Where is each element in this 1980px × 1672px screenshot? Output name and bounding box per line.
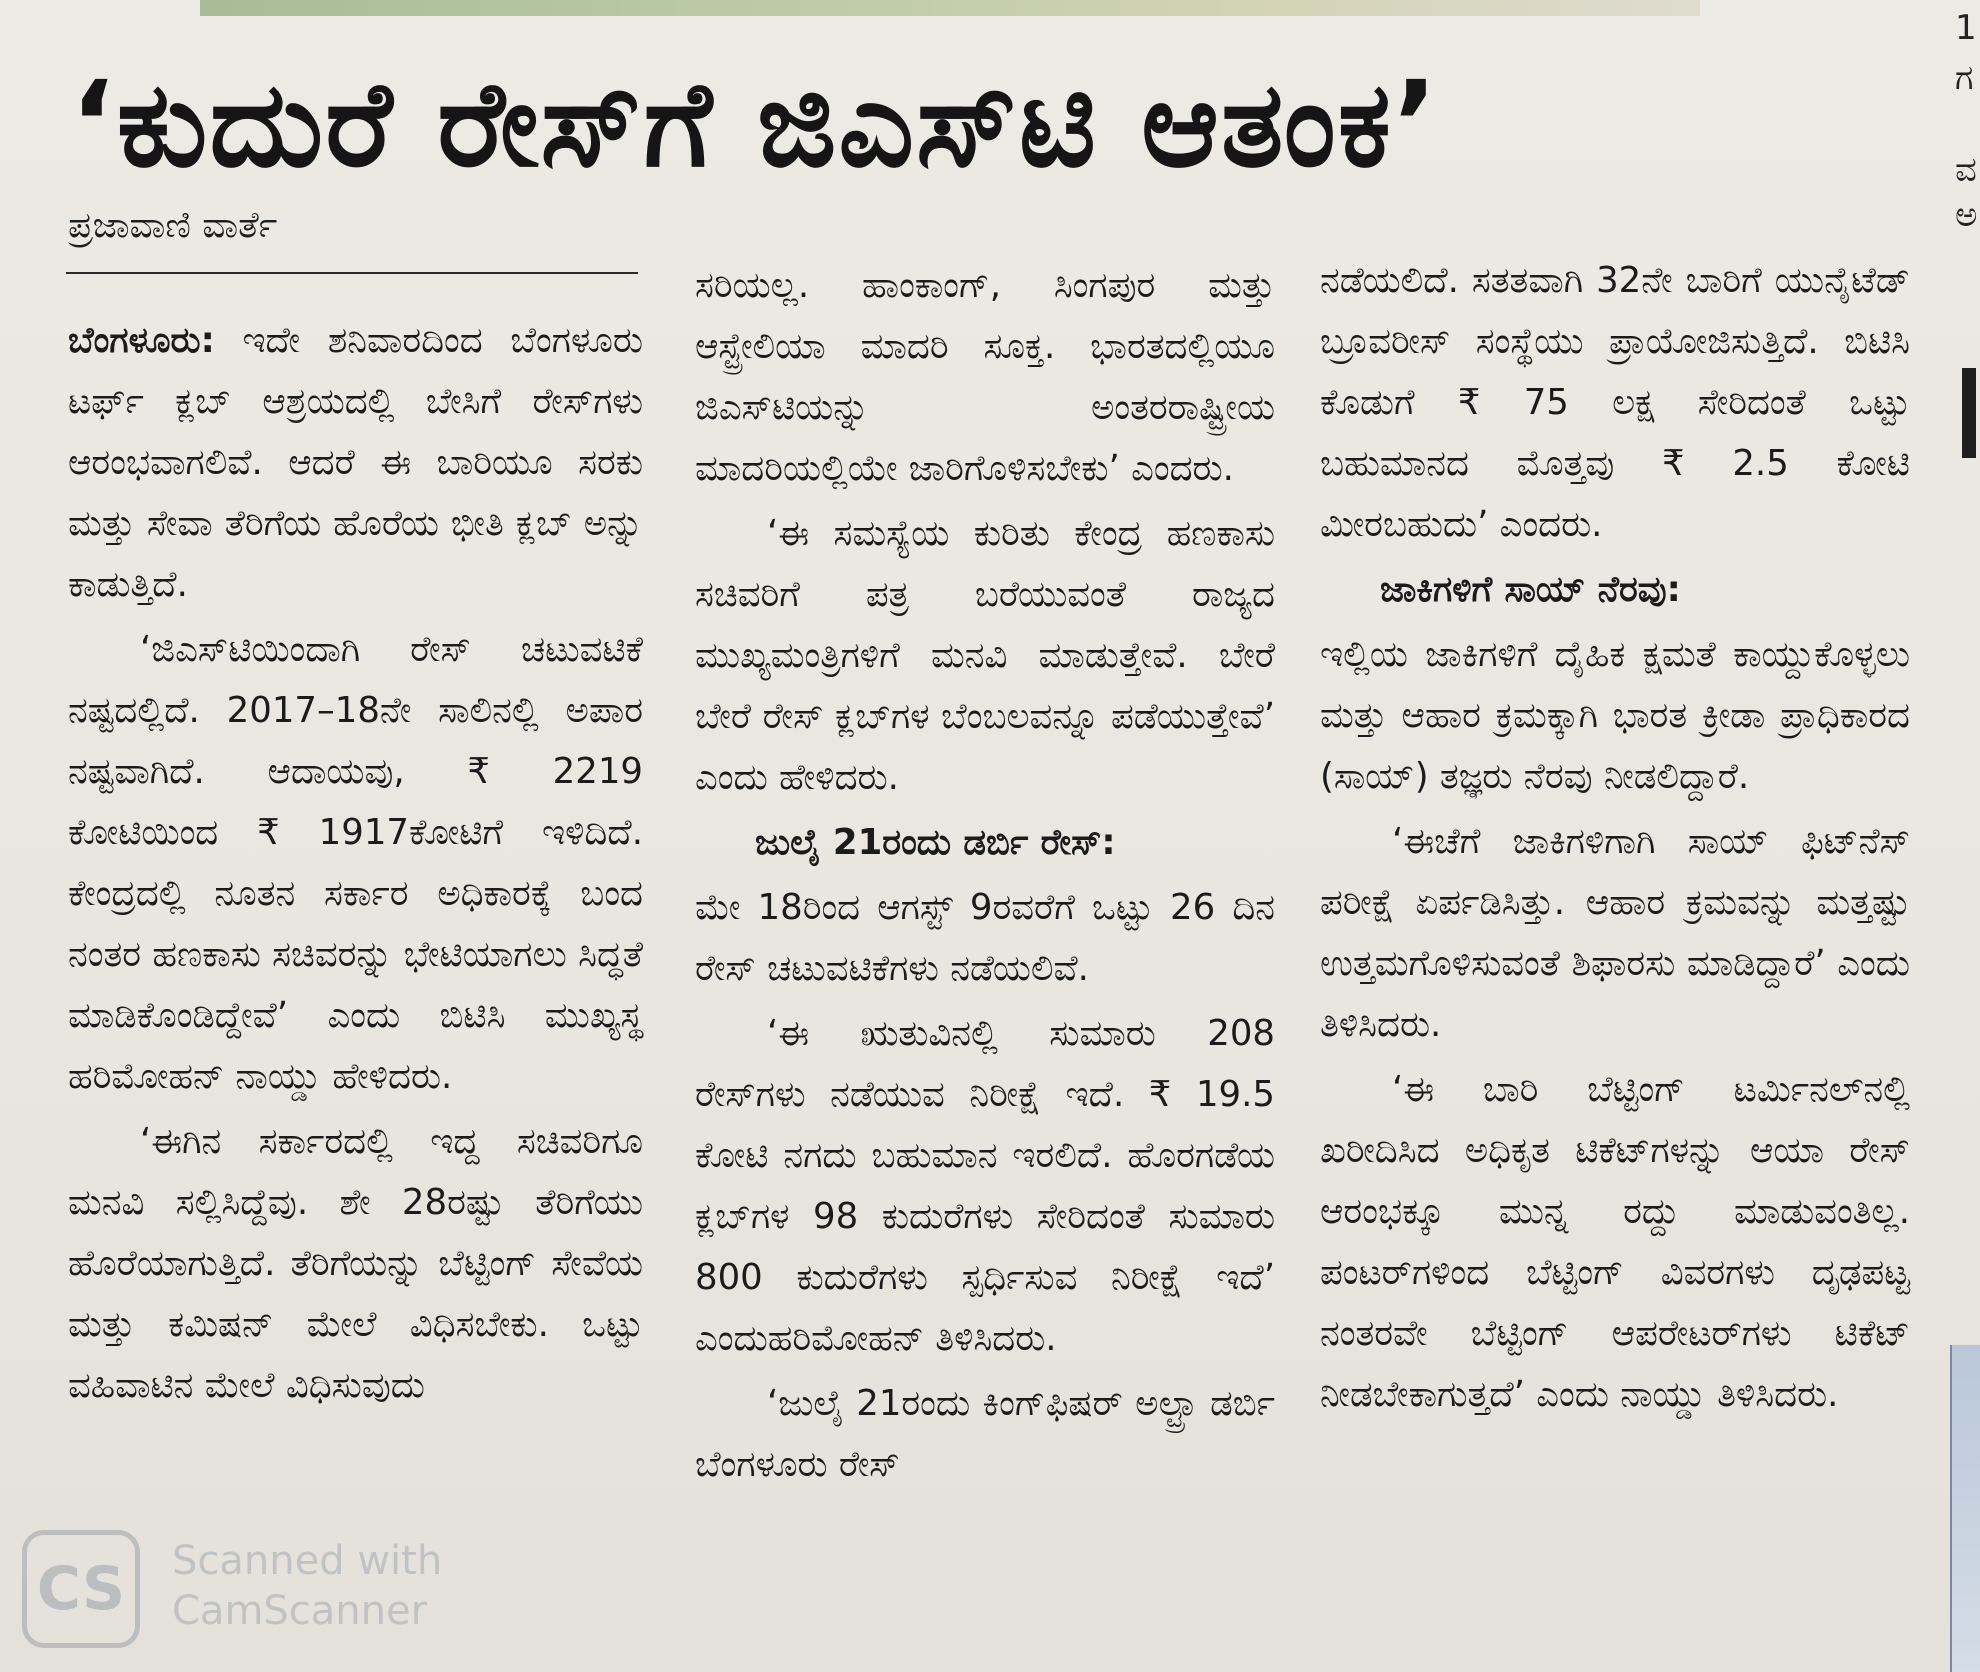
paragraph: ‘ಈ ಸಮಸ್ಯೆಯ ಕುರಿತು ಕೇಂದ್ರ ಹಣಕಾಸು ಸಚಿವರಿಗೆ ಪತ್ರ ಬರೆಯುವಂತೆ ರಾಜ್ಯದ ಮುಖ್ಯಮಂತ್ರಿಗಳಿಗೆ ಮನವಿ ಮಾಡುತ್ತೇವೆ. ಬೇರೆ ಬೇರೆ ರೇಸ್ ಕ್ಲಬ್‌ಗಳ ಬೆಂಬಲವನ್ನೂ ಪಡೆಯುತ್ತೇವೆ’ ಎಂದು ಹೇಳಿದರು. [695,513,1275,798]
paragraph [68,310,643,615]
camscanner-logo-icon: CS [22,1530,140,1648]
paragraph: ‘ಈಚೆಗೆ ಜಾಕಿಗಳಿಗಾಗಿ ಸಾಯ್ ಫಿಟ್‌ನೆಸ್ ಪರೀಕ್ಷೆ ಏರ್ಪಡಿಸಿತ್ತು. ಆಹಾರ ಕ್ರಮವನ್ನು ಮತ್ತಷ್ಟು ಉತ್ತಮಗೊಳಿಸುವಂತೆ ಶಿಫಾರಸು ಮಾಡಿದ್ದಾರೆ’ ಎಂದು ತಿಳಿಸಿದರು. [1320,821,1910,1045]
edge-fragment: ಗ [1955,58,1974,98]
paragraph: ‘ಜಿಎಸ್‌ಟಿಯಿಂದಾಗಿ ರೇಸ್ ಚಟುವಟಿಕೆ ನಷ್ಟದಲ್ಲಿದೆ. 2017–18ನೇ ಸಾಲಿನಲ್ಲಿ ಅಪಾರ ನಷ್ಟವಾಗಿದೆ. ಆದಾಯವು, ₹ 2219 ಕೋಟಿಯಿಂದ ₹ 1917ಕೋಟಿಗೆ ಇಳಿದಿದೆ. ಕೇಂದ್ರದಲ್ಲಿ ನೂತನ ಸರ್ಕಾರ ಅಧಿಕಾರಕ್ಕೆ ಬಂದ ನಂತರ ಹಣಕಾಸು ಸಚಿವರನ್ನು ಭೇಟಿಯಾಗಲು ಸಿದ್ಧತೆ ಮಾಡಿಕೊಂಡಿದ್ದೇವೆ’ ಎಂದು ಬಿಟಿಸಿ ಮುಖ್ಯಸ್ಥ ಹರಿಮೋಹನ್ ನಾಯ್ಡು ಹೇಳಿದರು. [68,629,643,1097]
watermark-text [172,1536,442,1636]
top-photo-strip [200,0,1700,16]
watermark-line-2: CamScanner [172,1588,428,1634]
edge-fragment: ವ [1955,150,1977,190]
adjacent-photo-fragment [1950,1345,1980,1672]
dateline: ಬೆಂಗಳೂರು: [68,320,215,361]
paragraph: ‘ಜುಲೈ 21ರಂದು ಕಿಂಗ್‌ಫಿಷರ್ ಅಲ್ಟ್ರಾ ಡರ್ಬಿ ಬೆಂಗಳೂರು ರೇಸ್ [695,1383,1275,1485]
paragraph: ‘ಈಗಿನ ಸರ್ಕಾರದಲ್ಲಿ ಇದ್ದ ಸಚಿವರಿಗೂ ಮನವಿ ಸಲ್ಲಿಸಿದ್ದೆವು. ಶೇ 28ರಷ್ಟು ತೆರಿಗೆಯು ಹೊರೆಯಾಗುತ್ತಿದೆ. ತೆರಿಗೆಯನ್ನು ಬೆಟ್ಟಿಂಗ್ ಸೇವೆಯ ಮತ್ತು ಕಮಿಷನ್ ಮೇಲೆ ವಿಧಿಸಬೇಕು. ಒಟ್ಟು ವಹಿವಾಟಿನ ಮೇಲೆ ವಿಧಿಸುವುದು [68,1121,643,1406]
paragraph: ನಡೆಯಲಿದೆ. ಸತತವಾಗಿ 32ನೇ ಬಾರಿಗೆ ಯುನೈಟೆಡ್ ಬ್ರೂವರೀಸ್ ಸಂಸ್ಥೆಯು ಪ್ರಾಯೋಜಿಸುತ್ತಿದೆ. ಬಿಟಿಸಿ ಕೊಡುಗೆ ₹ 75 ಲಕ್ಷ ಸೇರಿದಂತೆ ಒಟ್ಟು ಬಹುಮಾನದ ಮೊತ್ತವು ₹ 2.5 ಕೋಟಿ ಮೀರಬಹುದು’ ಎಂದರು. [1320,260,1910,545]
edge-fragment: ಅ [1955,195,1978,235]
camscanner-watermark [22,1530,542,1660]
subheading: ಜುಲೈ 21ರಂದು ಡರ್ಬಿ ರೇಸ್: [755,822,1116,863]
paragraph: ಇಲ್ಲಿಯ ಜಾಕಿಗಳಿಗೆ ದೈಹಿಕ ಕ್ಷಮತೆ ಕಾಯ್ದುಕೊಳ್ಳಲು ಮತ್ತು ಆಹಾರ ಕ್ರಮಕ್ಕಾಗಿ ಭಾರತ ಕ್ರೀಡಾ ಪ್ರಾಧಿಕಾರದ (ಸಾಯ್) ತಜ್ಞರು ನೆರವು ನೀಡಲಿದ್ದಾರೆ. [1320,634,1910,797]
article-column-3 [1320,250,1910,1429]
paragraph-text: ಇದೇ ಶನಿವಾರದಿಂದ ಬೆಂಗಳೂರು ಟರ್ಫ್ ಕ್ಲಬ್ ಆಶ್ರಯದಲ್ಲಿ ಬೇಸಿಗೆ ರೇಸ್‌ಗಳು ಆರಂಭವಾಗಲಿವೆ. ಆದರೆ ಈ ಬಾರಿಯೂ ಸರಕು ಮತ್ತು ಸೇವಾ ತೆರಿಗೆಯ ಹೊರೆಯ ಭೀತಿ ಕ್ಲಬ್ ಅನ್ನು ಕಾಡುತ್ತಿದೆ. [68,320,643,605]
byline: ಪ್ರಜಾವಾಣಿ ವಾರ್ತೆ [68,205,278,246]
paragraph: ಸರಿಯಲ್ಲ. ಹಾಂಕಾಂಗ್, ಸಿಂಗಪುರ ಮತ್ತು ಆಸ್ಟ್ರೇಲಿಯಾ ಮಾದರಿ ಸೂಕ್ತ. ಭಾರತದಲ್ಲಿಯೂ ಜಿಎಸ್‌ಟಿಯನ್ನು ಅಂತರರಾಷ್ಟ್ರೀಯ ಮಾದರಿಯಲ್ಲಿಯೇ ಜಾರಿಗೊಳಿಸಬೇಕು’ ಎಂದರು. [695,265,1275,489]
edge-heading-fragment [1962,368,1976,458]
article-column-2 [695,255,1275,1499]
paragraph: ‘ಈ ಋತುವಿನಲ್ಲಿ ಸುಮಾರು 208 ರೇಸ್‌ಗಳು ನಡೆಯುವ ನಿರೀಕ್ಷೆ ಇದೆ. ₹ 19.5 ಕೋಟಿ ನಗದು ಬಹುಮಾನ ಇರಲಿದೆ. ಹೊರಗಡೆಯ ಕ್ಲಬ್‌ಗಳ 98 ಕುದುರೆಗಳು ಸೇರಿದಂತೆ ಸುಮಾರು 800 ಕುದುರೆಗಳು ಸ್ಪರ್ಧಿಸುವ ನಿರೀಕ್ಷೆ ಇದೆ’ ಎಂದುಹರಿಮೋಹನ್ ತಿಳಿಸಿದರು. [695,1013,1275,1359]
edge-fragment: 1 [1955,8,1977,48]
subheading: ಜಾಕಿಗಳಿಗೆ ಸಾಯ್ ನೆರವು: [1380,569,1681,610]
headline: ‘ಕುದುರೆ ರೇಸ್‌ಗೆ ಜಿಎಸ್‌ಟಿ ಆತಂಕ’ [70,55,1440,193]
article-column-1 [68,310,643,1420]
paragraph: ಮೇ 18ರಿಂದ ಆಗಸ್ಟ್ 9ರವರೆಗೆ ಒಟ್ಟು 26 ದಿನ ರೇಸ್ ಚಟುವಟಿಕೆಗಳು ನಡೆಯಲಿವೆ. [695,887,1275,989]
paragraph: ‘ಈ ಬಾರಿ ಬೆಟ್ಟಿಂಗ್ ಟರ್ಮಿನಲ್‌ನಲ್ಲಿ ಖರೀದಿಸಿದ ಅಧಿಕೃತ ಟಿಕೆಟ್‌ಗಳನ್ನು ಆಯಾ ರೇಸ್ ಆರಂಭಕ್ಕೂ ಮುನ್ನ ರದ್ದು ಮಾಡುವಂತಿಲ್ಲ. ಪಂಟರ್‌ಗಳಿಂದ ಬೆಟ್ಟಿಂಗ್ ವಿವರಗಳು ದೃಢಪಟ್ಟ ನಂತರವೇ ಬೆಟ್ಟಿಂಗ್ ಆಪರೇಟರ್‌ಗಳು ಟಿಕೆಟ್ ನೀಡಬೇಕಾಗುತ್ತದೆ’ ಎಂದು ನಾಯ್ಡು ತಿಳಿಸಿದರು. [1320,1069,1910,1415]
watermark-line-1: Scanned with [172,1538,443,1584]
byline-rule [66,272,638,274]
